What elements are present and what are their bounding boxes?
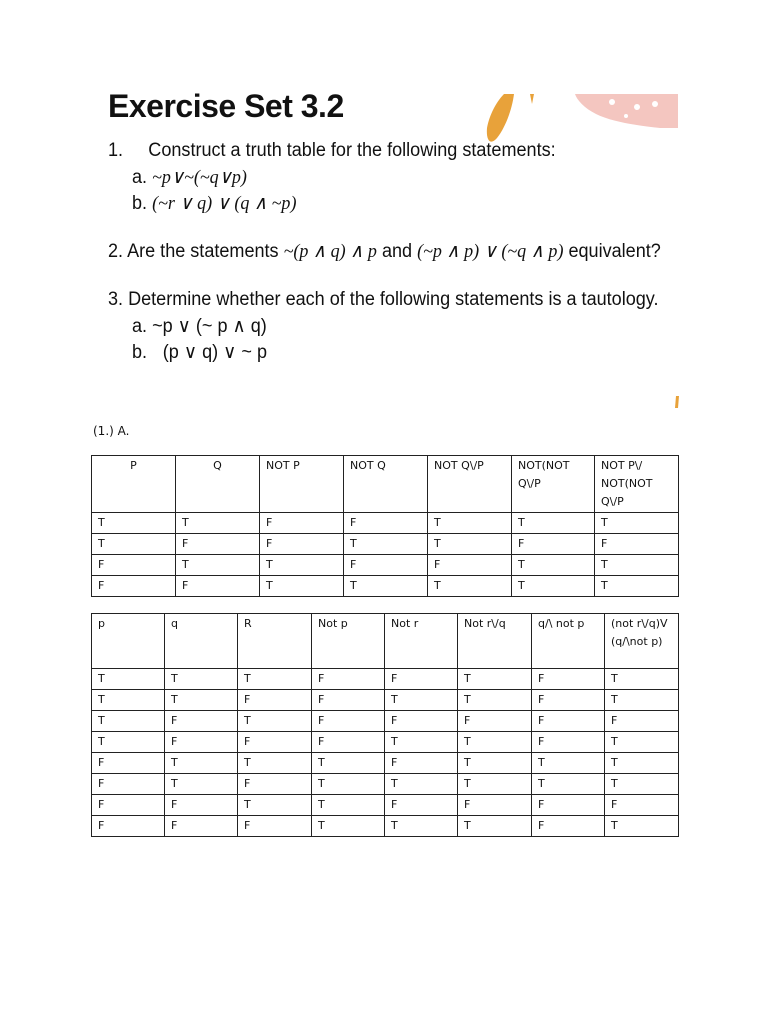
table-cell: T	[238, 669, 312, 690]
q1a-label: a.	[132, 167, 148, 188]
table-cell: T	[512, 555, 595, 576]
table-row	[92, 534, 679, 555]
table-cell: F	[595, 534, 679, 555]
q2-expression-2: (~p ∧ p) ∨ (~q ∧ p)	[417, 241, 564, 262]
table-cell: F	[92, 555, 176, 576]
table-cell: F	[92, 576, 176, 597]
blob-dot	[652, 101, 658, 107]
q2-suffix: equivalent?	[568, 241, 661, 262]
table-cell: T	[312, 774, 385, 795]
table-row	[92, 555, 679, 576]
header-cell: NOT P\/ NOT(NOT Q\/P	[595, 456, 679, 513]
header-cell: NOT P	[260, 456, 344, 513]
table-cell: T	[312, 795, 385, 816]
table-row	[92, 816, 679, 837]
table-cell: T	[385, 774, 458, 795]
table-cell: F	[165, 732, 238, 753]
table-cell: T	[428, 513, 512, 534]
orange-leaf-shape	[487, 94, 514, 142]
table-cell: F	[385, 669, 458, 690]
table-cell: T	[176, 513, 260, 534]
table-cell: T	[512, 576, 595, 597]
table-cell: F	[512, 534, 595, 555]
q1b-label: b.	[132, 193, 148, 214]
header-cell: NOT Q\/P	[428, 456, 512, 513]
table-cell: T	[344, 576, 428, 597]
table-row	[92, 576, 679, 597]
header-cell: q/\ not p	[532, 614, 605, 669]
question-3a	[132, 315, 267, 338]
table-cell: T	[385, 690, 458, 711]
q3a-text: a. ~p ∨ (~ p ∧ q)	[132, 316, 267, 337]
header-cell: p	[92, 614, 165, 669]
question-3b	[132, 341, 267, 364]
table-cell: T	[385, 732, 458, 753]
decorative-leaf-art	[0, 0, 768, 420]
table-cell: T	[385, 816, 458, 837]
truth-table-1b	[91, 613, 679, 837]
header-cell: R	[238, 614, 312, 669]
table-cell: F	[385, 753, 458, 774]
table-row	[92, 774, 679, 795]
table-cell: T	[176, 555, 260, 576]
table-cell: T	[605, 816, 679, 837]
table-row	[92, 513, 679, 534]
table-cell: T	[92, 732, 165, 753]
q2-middle: and	[381, 241, 413, 262]
table-cell: F	[428, 555, 512, 576]
table-cell: F	[238, 690, 312, 711]
table-cell: T	[595, 513, 679, 534]
table-cell: F	[532, 711, 605, 732]
table-row	[92, 732, 679, 753]
table-cell: F	[92, 816, 165, 837]
table-cell: F	[92, 795, 165, 816]
page-title: Exercise Set 3.2	[108, 88, 344, 124]
orange-accent-mark	[675, 396, 679, 408]
header-cell: (not r\/q)V (q/\not p)	[605, 614, 679, 669]
table-cell: F	[165, 795, 238, 816]
table-cell: F	[260, 513, 344, 534]
table-cell: T	[165, 774, 238, 795]
orange-leaf-sliver	[530, 94, 534, 104]
table-cell: T	[595, 576, 679, 597]
question-3	[108, 289, 658, 311]
table-cell: F	[165, 816, 238, 837]
table-row	[92, 795, 679, 816]
question-1b	[132, 192, 296, 215]
q3b-label: b.	[132, 342, 148, 363]
table-cell: F	[532, 816, 605, 837]
table-cell: T	[595, 555, 679, 576]
table-cell: T	[238, 711, 312, 732]
table-cell: F	[532, 669, 605, 690]
table-cell: F	[92, 774, 165, 795]
table-cell: F	[532, 732, 605, 753]
q1a-expression: ~p∨~(~q∨p)	[152, 167, 247, 188]
q2-expression-1: ~(p ∧ q) ∧ p	[283, 241, 377, 262]
table-cell: F	[605, 795, 679, 816]
table-cell: F	[344, 513, 428, 534]
table-cell: F	[238, 732, 312, 753]
table-cell: T	[165, 690, 238, 711]
table-cell: T	[260, 555, 344, 576]
table-cell: T	[92, 711, 165, 732]
table-cell: T	[605, 774, 679, 795]
table-row	[92, 711, 679, 732]
q2-prefix: 2. Are the statements	[108, 241, 279, 262]
q3b-expression: (p ∨ q) ∨ ~ p	[162, 342, 267, 363]
table-cell: F	[344, 555, 428, 576]
q1-text: Construct a truth table for the following statements:	[148, 140, 556, 161]
table-cell: T	[165, 753, 238, 774]
table-cell: T	[512, 513, 595, 534]
header-cell: Q	[176, 456, 260, 513]
table-header-row	[92, 614, 679, 669]
table-cell: T	[92, 669, 165, 690]
table-row	[92, 690, 679, 711]
truth-table-1a	[91, 455, 679, 597]
table-cell: T	[458, 690, 532, 711]
blob-dot	[634, 104, 640, 110]
table-cell: T	[165, 669, 238, 690]
header-cell: NOT(NOT Q\/P	[512, 456, 595, 513]
table-cell: T	[428, 576, 512, 597]
table-cell: F	[385, 795, 458, 816]
table-cell: F	[92, 753, 165, 774]
table-cell: T	[605, 690, 679, 711]
table-cell: T	[605, 753, 679, 774]
table-cell: T	[238, 753, 312, 774]
question-1a	[132, 166, 247, 189]
table-cell: F	[312, 690, 385, 711]
table-cell: F	[605, 711, 679, 732]
header-cell: NOT Q	[344, 456, 428, 513]
table-cell: F	[238, 774, 312, 795]
section-label: (1.) A.	[93, 424, 130, 438]
q1-number: 1.	[108, 140, 124, 161]
table-cell: T	[92, 513, 176, 534]
table-cell: T	[532, 753, 605, 774]
q3-text: 3. Determine whether each of the following statements is a tautology.	[108, 289, 659, 310]
blob-dot	[624, 114, 628, 118]
q1b-expression: (~r ∨ q) ∨ (q ∧ ~p)	[152, 193, 297, 214]
table-cell: F	[312, 711, 385, 732]
table-cell: T	[605, 732, 679, 753]
table-cell: T	[92, 534, 176, 555]
table-cell: F	[312, 669, 385, 690]
table-row	[92, 753, 679, 774]
table-cell: F	[312, 732, 385, 753]
table-cell: F	[176, 534, 260, 555]
table-cell: T	[458, 732, 532, 753]
table-cell: F	[260, 534, 344, 555]
table-header-row	[92, 456, 679, 513]
table-cell: F	[532, 795, 605, 816]
table-cell: T	[260, 576, 344, 597]
header-cell: Not r\/q	[458, 614, 532, 669]
header-cell: Not r	[385, 614, 458, 669]
table-cell: T	[428, 534, 512, 555]
table-cell: T	[458, 753, 532, 774]
table-cell: F	[165, 711, 238, 732]
question-1	[108, 140, 556, 162]
table-cell: F	[458, 795, 532, 816]
pink-blob-shape	[575, 94, 678, 128]
table-cell: F	[385, 711, 458, 732]
table-cell: F	[176, 576, 260, 597]
table-cell: T	[458, 774, 532, 795]
table-cell: T	[92, 690, 165, 711]
header-cell: P	[92, 456, 176, 513]
table-cell: T	[344, 534, 428, 555]
table-cell: T	[312, 816, 385, 837]
blob-dot	[609, 99, 615, 105]
table-cell: F	[458, 711, 532, 732]
table-cell: F	[532, 690, 605, 711]
table-cell: T	[458, 816, 532, 837]
table-cell: T	[458, 669, 532, 690]
table-row	[92, 669, 679, 690]
table-cell: F	[238, 816, 312, 837]
header-cell: q	[165, 614, 238, 669]
question-2	[108, 240, 661, 263]
header-cell: Not p	[312, 614, 385, 669]
table-cell: T	[532, 774, 605, 795]
table-cell: T	[312, 753, 385, 774]
table-cell: T	[605, 669, 679, 690]
table-cell: T	[238, 795, 312, 816]
